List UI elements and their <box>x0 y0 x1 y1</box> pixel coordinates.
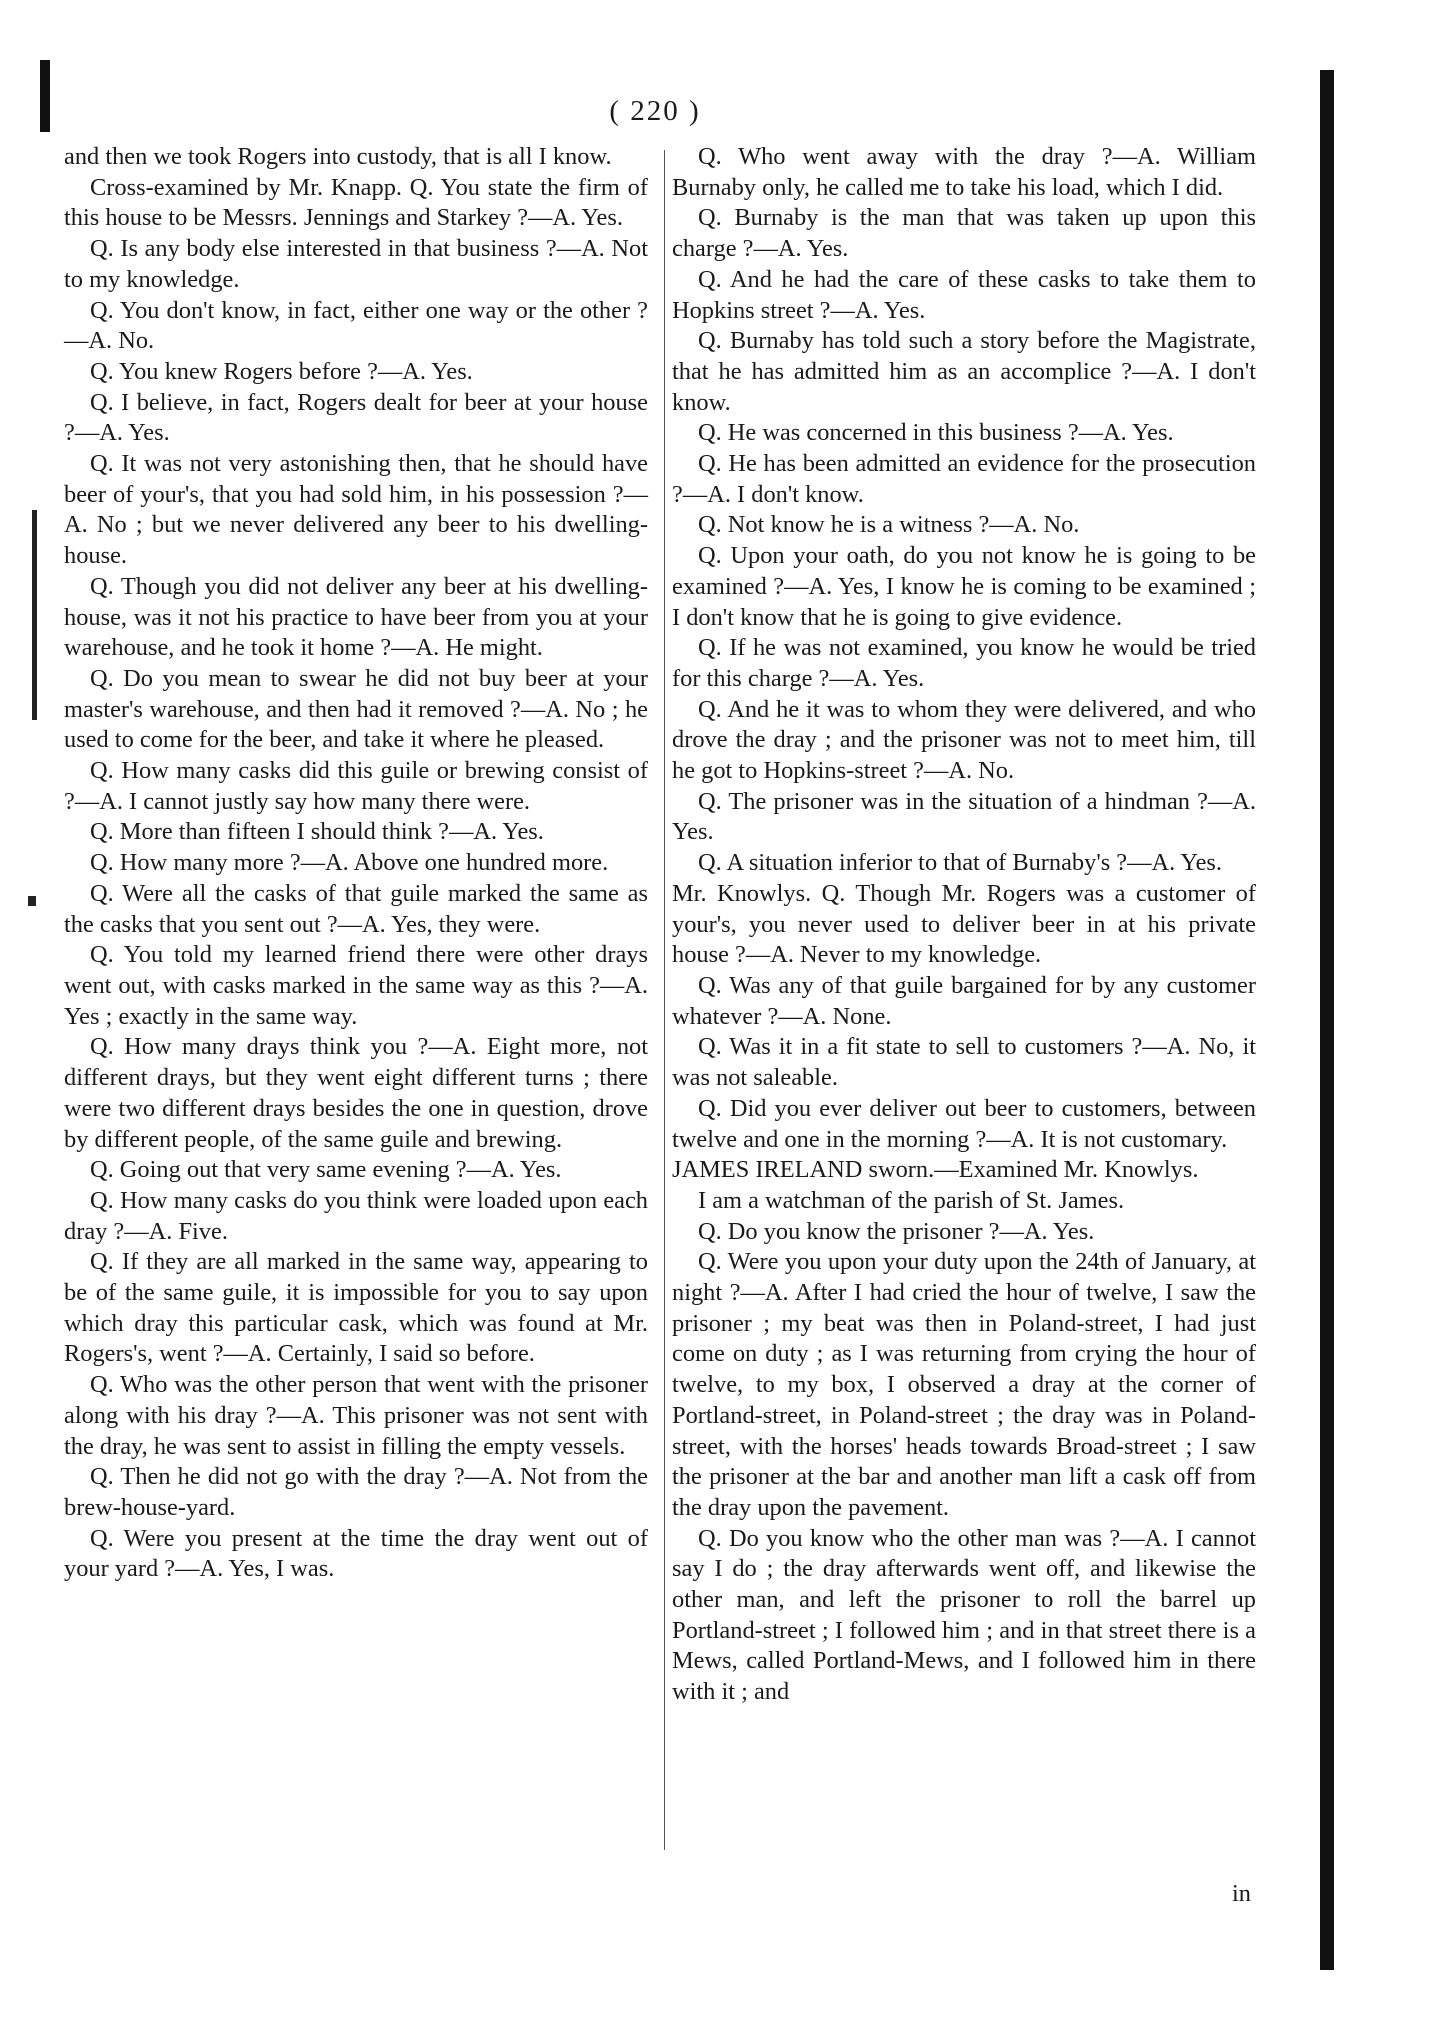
paragraph: Q. If he was not examined, you know he would be tried for this charge ?—A. Yes. <box>672 634 1256 692</box>
paragraph: Q. A situation inferior to that of Burnaby's ?—A. Yes. <box>698 849 1223 877</box>
paragraph: and then we took Rogers into custody, that is all I know. <box>64 143 612 170</box>
paragraph: Q. Then he did not go with the dray ?—A. Not from the brew-house-yard. <box>64 1463 648 1521</box>
paragraph: Q. How many more ?—A. Above one hundred more. <box>90 849 609 877</box>
paragraph: Q. How many casks did this guile or brewing consist of ?—A. I cannot justly say how many there were. <box>64 757 648 815</box>
witness-heading: JAMES IRELAND sworn.—Examined Mr. Knowlys. <box>672 1156 1199 1184</box>
paragraph: Q. Burnaby is the man that was taken up upon this charge ?—A. Yes. <box>672 204 1256 263</box>
paragraph: Q. It was not very astonishing then, that he should have beer of your's, that you had sold him, in his possession ?—A. No ; but we never delivered any beer to his dwelling-house. <box>64 450 648 570</box>
paragraph: Q. He was concerned in this business ?—A. Yes. <box>698 419 1174 447</box>
paragraph: Q. Not know he is a witness ?—A. No. <box>698 511 1080 539</box>
paragraph: Q. How many casks do you think were loaded upon each dray ?—A. Five. <box>64 1186 648 1245</box>
paragraph: Q. Was any of that guile bargained for by any customer whatever ?—A. None. <box>672 971 1256 1030</box>
paragraph: Q. Were you upon your duty upon the 24th of January, at night ?—A. After I had cried the hour of twelve, I saw the prisoner ; my beat was then in Poland-street, I had just come on duty ; as I was returning from crying the hour of twelve, to my box, I observed a dray at the corner of Portland-street, in Poland-street ; the dray was in Poland-street, with the horses' heads towards Broad-street ; I saw the prisoner at the bar and another man lift a cask off from the dray upon the pavement. <box>672 1248 1256 1521</box>
left-margin-mark <box>40 60 50 132</box>
paragraph: Mr. Knowlys. Q. Though Mr. Rogers was a customer of your's, you never used to deliver beer in at his private house ?—A. Never to my knowledge. <box>672 879 1256 969</box>
column-divider <box>664 150 665 1850</box>
catchword: in <box>1232 1880 1251 1907</box>
paragraph: Q. You told my learned friend there were other drays went out, with casks marked in the same way as this ?—A. Yes ; exactly in the same way. <box>64 941 648 1030</box>
paragraph: Q. Were you present at the time the dray went out of your yard ?—A. Yes, I was. <box>64 1524 648 1583</box>
paragraph: Q. You knew Rogers before ?—A. Yes. <box>90 357 473 385</box>
paragraph: Q. If they are all marked in the same way, appearing to be of the same guile, it is impossible for you to say upon which dray this particular cask, which was found at Mr. Rogers's, went ?—A. Certainly, I said so before. <box>64 1248 648 1368</box>
paragraph: Q. I believe, in fact, Rogers dealt for beer at your house ?—A. Yes. <box>64 388 648 447</box>
paragraph: Q. Do you mean to swear he did not buy beer at your master's warehouse, and then had it removed ?—A. No ; he used to come for the beer, and take it where he pleased. <box>64 664 648 754</box>
paragraph: Q. Was it in a fit state to sell to customers ?—A. No, it was not saleable. <box>672 1033 1256 1092</box>
paragraph: Q. Though you did not deliver any beer at his dwelling-house, was it not his practice to have beer from you at your warehouse, and he took it home ?—A. He might. <box>64 572 648 662</box>
paragraph: Q. You don't know, in fact, either one way or the other ?—A. No. <box>64 296 648 355</box>
paragraph: Q. Going out that very same evening ?—A. Yes. <box>90 1156 562 1184</box>
left-margin-mark <box>32 510 37 720</box>
paragraph: Q. How many drays think you ?—A. Eight more, not different drays, but they went eight different turns ; there were two different drays besides the one in question, drove by different people, of the same guile and brewing. <box>64 1033 648 1153</box>
paragraph: Q. Did you ever deliver out beer to customers, between twelve and one in the morning ?—A. It is not customary. <box>672 1094 1256 1153</box>
paragraph: Q. Do you know the prisoner ?—A. Yes. <box>698 1217 1095 1245</box>
paragraph: Q. More than fifteen I should think ?—A. Yes. <box>90 818 544 846</box>
paragraph: Q. Upon your oath, do you not know he is going to be examined ?—A. Yes, I know he is coming to be examined ; I don't know that he is going to give evidence. <box>672 542 1256 631</box>
paragraph: Q. Do you know who the other man was ?—A. I cannot say I do ; the dray afterwards went off, and likewise the other man, and left the prisoner to roll the barrel up Portland-street ; I followed him ; and in that street there is a Mews, called Portland-Mews, and I followed him in there with it ; and <box>672 1524 1256 1706</box>
paragraph: Q. He has been admitted an evidence for the prosecution ?—A. I don't know. <box>672 450 1256 508</box>
paragraph: Q. The prisoner was in the situation of a hindman ?—A. Yes. <box>672 787 1256 846</box>
paragraph: Q. Is any body else interested in that business ?—A. Not to my knowledge. <box>64 235 648 293</box>
paragraph: I am a watchman of the parish of St. James. <box>698 1186 1125 1214</box>
right-margin-rule <box>1320 70 1334 1970</box>
paragraph: Cross-examined by Mr. Knapp. Q. You state the firm of this house to be Messrs. Jennings and Starkey ?—A. Yes. <box>64 173 648 232</box>
paragraph: Q. And he it was to whom they were delivered, and who drove the dray ; and the prisoner was not to meet him, till he got to Hopkins-street ?—A. No. <box>672 695 1256 785</box>
right-column <box>672 142 1256 1708</box>
left-margin-mark <box>28 896 36 906</box>
paragraph: Q. Who was the other person that went with the prisoner along with his dray ?—A. This prisoner was not sent with the dray, he was sent to assist in filling the empty vessels. <box>64 1371 648 1460</box>
page-number: ( 220 ) <box>609 95 701 127</box>
paragraph: Q. Who went away with the dray ?—A. William Burnaby only, he called me to take his load, which I did. <box>672 143 1256 201</box>
paragraph: Q. And he had the care of these casks to take them to Hopkins street ?—A. Yes. <box>672 265 1256 324</box>
paragraph: Q. Burnaby has told such a story before the Magistrate, that he has admitted him as an accomplice ?—A. I don't know. <box>672 327 1256 416</box>
left-column <box>64 142 648 1585</box>
paragraph: Q. Were all the casks of that guile marked the same as the casks that you sent out ?—A. Yes, they were. <box>64 879 648 938</box>
